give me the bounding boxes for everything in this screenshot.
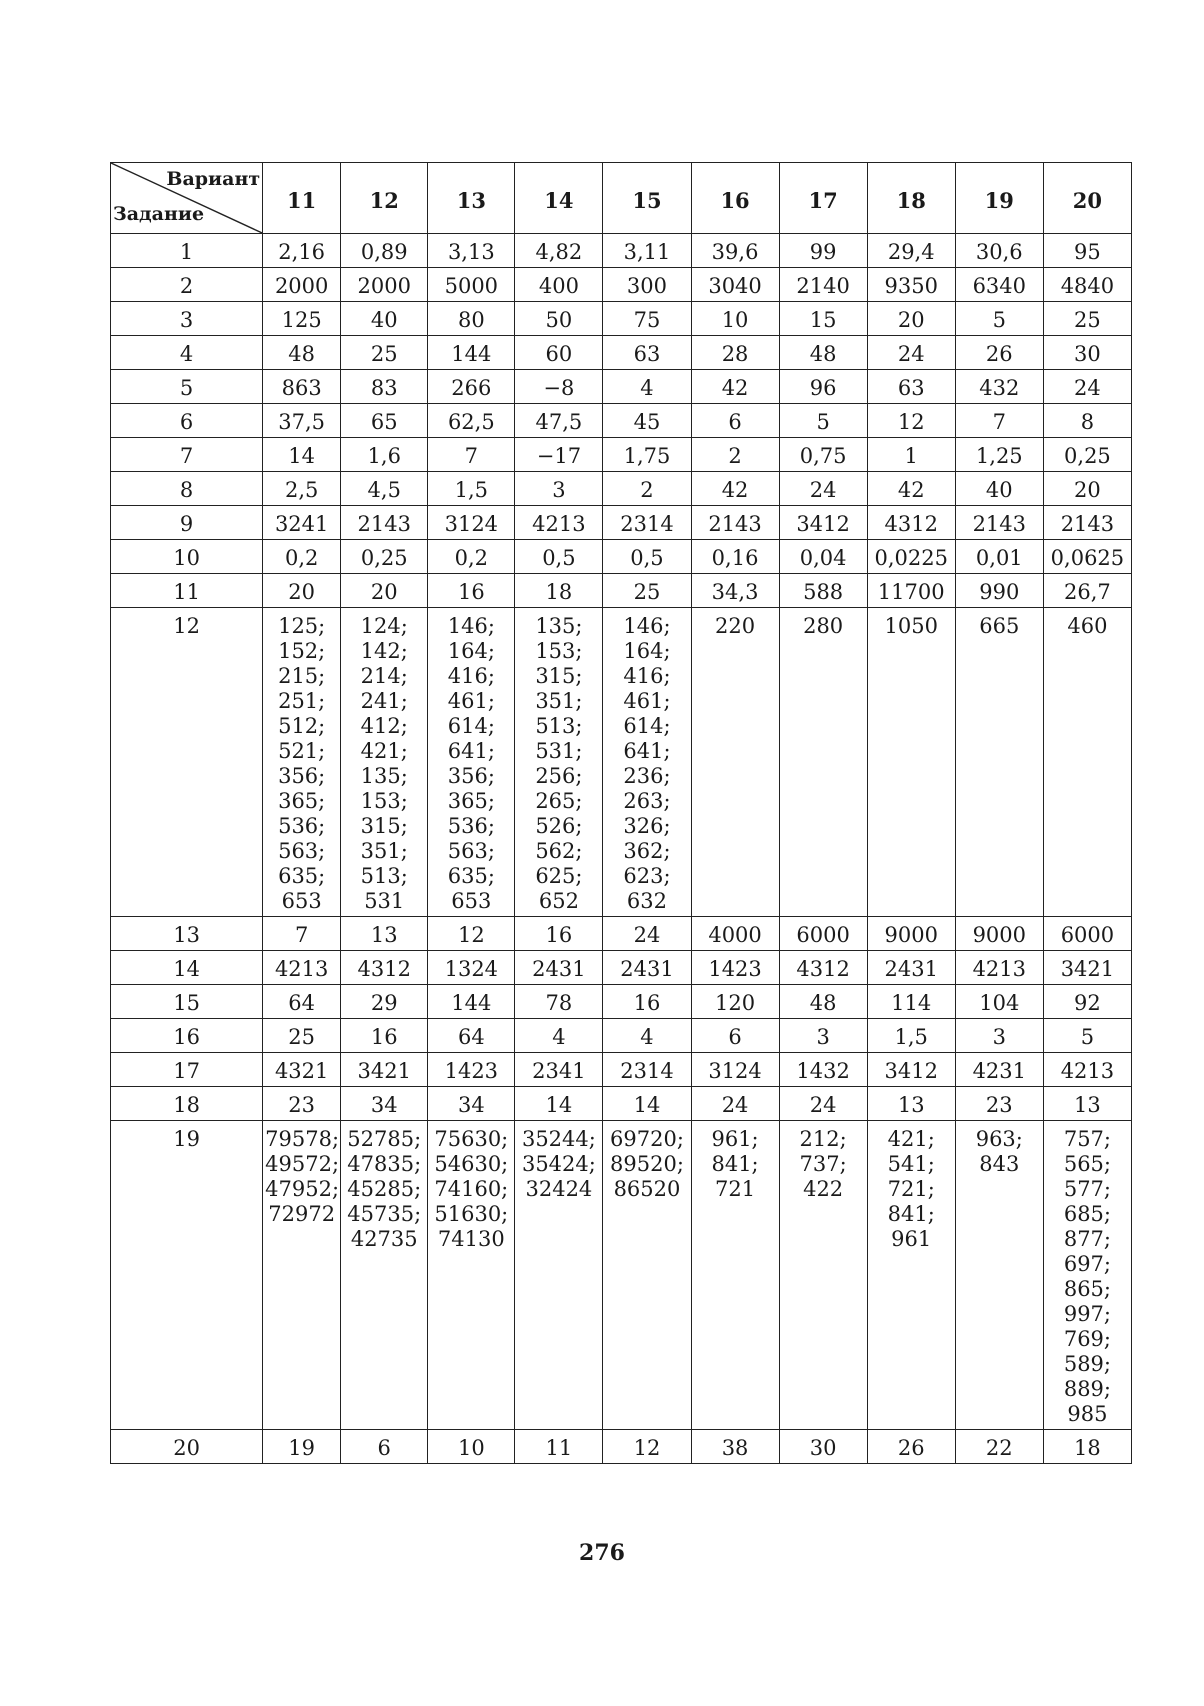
answer-cell: 14 [515, 1087, 603, 1121]
table-row [111, 1430, 1132, 1464]
answer-cell: 1,6 [341, 438, 428, 472]
table-row [111, 1087, 1132, 1121]
task-number-cell: 4 [111, 336, 263, 370]
answer-cell: 4213 [515, 506, 603, 540]
answer-cell: 1423 [428, 1053, 515, 1087]
table-body [111, 234, 1132, 1464]
table-row [111, 302, 1132, 336]
answer-cell: 3 [955, 1019, 1043, 1053]
answer-cell: 300 [603, 268, 691, 302]
answer-cell: 39,6 [691, 234, 779, 268]
answer-cell: 48 [779, 336, 867, 370]
answer-cell: 2431 [515, 951, 603, 985]
answer-cell: 0,25 [341, 540, 428, 574]
answer-cell: 2000 [263, 268, 341, 302]
answer-cell: 96 [779, 370, 867, 404]
answer-cell: 62,5 [428, 404, 515, 438]
answer-cell: 3 [515, 472, 603, 506]
answer-cell: 78 [515, 985, 603, 1019]
answer-cell: 125 [263, 302, 341, 336]
answer-cell: 5000 [428, 268, 515, 302]
answer-cell: 963; 843 [955, 1121, 1043, 1430]
answer-cell: 4000 [691, 917, 779, 951]
task-number-cell: 6 [111, 404, 263, 438]
answer-cell: 10 [428, 1430, 515, 1464]
answer-cell: 26,7 [1043, 574, 1131, 608]
answer-cell: 37,5 [263, 404, 341, 438]
task-number-cell: 15 [111, 985, 263, 1019]
answer-cell: 1 [867, 438, 955, 472]
answer-cell: 4 [603, 370, 691, 404]
table-row [111, 1019, 1132, 1053]
answer-cell: 30 [779, 1430, 867, 1464]
answer-cell: 220 [691, 608, 779, 917]
answer-cell: 1432 [779, 1053, 867, 1087]
answer-cell: 16 [603, 985, 691, 1019]
answer-cell: 0,2 [428, 540, 515, 574]
variant-header: 19 [955, 163, 1043, 234]
answer-cell: 4213 [263, 951, 341, 985]
task-number-cell: 14 [111, 951, 263, 985]
answer-cell: 7 [428, 438, 515, 472]
answer-cell: 28 [691, 336, 779, 370]
task-number-cell: 12 [111, 608, 263, 917]
answer-cell: 432 [955, 370, 1043, 404]
task-number-cell: 18 [111, 1087, 263, 1121]
answer-cell: 961; 841; 721 [691, 1121, 779, 1430]
answer-cell: 2314 [603, 506, 691, 540]
answer-cell: 25 [1043, 302, 1131, 336]
table-row [111, 506, 1132, 540]
answer-cell: 95 [1043, 234, 1131, 268]
task-number-cell: 16 [111, 1019, 263, 1053]
answer-cell: 75630; 54630; 74160; 51630; 74130 [428, 1121, 515, 1430]
answer-cell: 0,01 [955, 540, 1043, 574]
answer-cell: 11700 [867, 574, 955, 608]
answer-cell: 7 [263, 917, 341, 951]
answer-cell: 4,82 [515, 234, 603, 268]
answer-cell: 5 [1043, 1019, 1131, 1053]
answer-cell: 2 [691, 438, 779, 472]
answer-cell: 63 [867, 370, 955, 404]
answer-cell: 20 [341, 574, 428, 608]
variant-label: Вариант [166, 168, 261, 190]
table-row [111, 1053, 1132, 1087]
answer-cell: 6000 [1043, 917, 1131, 951]
answer-cell: 144 [428, 336, 515, 370]
answer-cell: 18 [1043, 1430, 1131, 1464]
answer-cell: 0,5 [515, 540, 603, 574]
answer-cell: 8 [1043, 404, 1131, 438]
variant-header: 17 [779, 163, 867, 234]
answer-cell: 20 [263, 574, 341, 608]
task-number-cell: 8 [111, 472, 263, 506]
answer-cell: 1324 [428, 951, 515, 985]
answer-cell: 144 [428, 985, 515, 1019]
variant-header: 20 [1043, 163, 1131, 234]
answer-cell: 0,0225 [867, 540, 955, 574]
answer-cell: 25 [341, 336, 428, 370]
answer-cell: 2341 [515, 1053, 603, 1087]
task-number-cell: 2 [111, 268, 263, 302]
answer-cell: 34 [428, 1087, 515, 1121]
answer-cell: 50 [515, 302, 603, 336]
answer-cell: 16 [428, 574, 515, 608]
task-number-cell: 19 [111, 1121, 263, 1430]
table-row [111, 574, 1132, 608]
answer-cell: 0,16 [691, 540, 779, 574]
answer-cell: 30,6 [955, 234, 1043, 268]
answer-cell: 48 [263, 336, 341, 370]
answer-cell: 3124 [428, 506, 515, 540]
answer-cell: 26 [955, 336, 1043, 370]
table-row [111, 608, 1132, 917]
answer-cell: 9000 [955, 917, 1043, 951]
answer-cell: 2143 [1043, 506, 1131, 540]
table-row [111, 1121, 1132, 1430]
answer-cell: 9350 [867, 268, 955, 302]
answer-cell: 24 [779, 472, 867, 506]
answer-cell: 80 [428, 302, 515, 336]
answer-cell: 83 [341, 370, 428, 404]
answer-cell: 0,04 [779, 540, 867, 574]
variant-header: 13 [428, 163, 515, 234]
answer-cell: 2314 [603, 1053, 691, 1087]
answer-cell: 2,5 [263, 472, 341, 506]
answer-cell: 15 [779, 302, 867, 336]
answer-cell: 3124 [691, 1053, 779, 1087]
answer-cell: 3,13 [428, 234, 515, 268]
answer-cell: 30 [1043, 336, 1131, 370]
answer-cell: 421; 541; 721; 841; 961 [867, 1121, 955, 1430]
answer-cell: 1,5 [867, 1019, 955, 1053]
variant-header: 11 [263, 163, 341, 234]
answer-cell: 42 [691, 472, 779, 506]
answer-cell: 280 [779, 608, 867, 917]
table-row [111, 370, 1132, 404]
table-row [111, 268, 1132, 302]
answer-cell: 146; 164; 416; 461; 614; 641; 236; 263; 326; 362; 623; 632 [603, 608, 691, 917]
answer-cell: 757; 565; 577; 685; 877; 697; 865; 997; 769; 589; 889; 985 [1043, 1121, 1131, 1430]
answer-cell: 45 [603, 404, 691, 438]
answer-cell: 0,25 [1043, 438, 1131, 472]
answer-cell: 0,75 [779, 438, 867, 472]
variant-header: 15 [603, 163, 691, 234]
answer-cell: 64 [428, 1019, 515, 1053]
variant-header: 12 [341, 163, 428, 234]
answer-cell: 266 [428, 370, 515, 404]
answer-cell: 2000 [341, 268, 428, 302]
task-number-cell: 5 [111, 370, 263, 404]
answer-cell: 6 [691, 404, 779, 438]
answer-cell: 1,5 [428, 472, 515, 506]
answer-cell: 69720; 89520; 86520 [603, 1121, 691, 1430]
answer-cell: 2431 [603, 951, 691, 985]
answer-cell: 0,89 [341, 234, 428, 268]
table-row [111, 985, 1132, 1019]
answer-cell: 120 [691, 985, 779, 1019]
answer-cell: 4840 [1043, 268, 1131, 302]
corner-header-cell [111, 163, 263, 234]
answer-cell: 23 [955, 1087, 1043, 1121]
table-row [111, 951, 1132, 985]
task-number-cell: 9 [111, 506, 263, 540]
answer-cell: 6 [691, 1019, 779, 1053]
answer-cell: 990 [955, 574, 1043, 608]
task-number-cell: 20 [111, 1430, 263, 1464]
answer-cell: 2431 [867, 951, 955, 985]
answer-cell: 24 [691, 1087, 779, 1121]
task-number-cell: 7 [111, 438, 263, 472]
answer-cell: 20 [867, 302, 955, 336]
answer-cell: 24 [603, 917, 691, 951]
answer-cell: 4312 [341, 951, 428, 985]
answer-cell: 2 [603, 472, 691, 506]
answer-cell: 5 [779, 404, 867, 438]
table-row [111, 917, 1132, 951]
answer-cell: 10 [691, 302, 779, 336]
answer-cell: 4213 [1043, 1053, 1131, 1087]
answer-cell: 5 [955, 302, 1043, 336]
answer-cell: 114 [867, 985, 955, 1019]
answer-cell: 3241 [263, 506, 341, 540]
answer-cell: 25 [263, 1019, 341, 1053]
answer-cell: 460 [1043, 608, 1131, 917]
task-number-cell: 11 [111, 574, 263, 608]
answer-cell: 29 [341, 985, 428, 1019]
answer-cell: 65 [341, 404, 428, 438]
answer-cell: 75 [603, 302, 691, 336]
answer-cell: 863 [263, 370, 341, 404]
answer-cell: 48 [779, 985, 867, 1019]
answer-cell: 6000 [779, 917, 867, 951]
answer-cell: 25 [603, 574, 691, 608]
table-row [111, 472, 1132, 506]
answer-cell: 29,4 [867, 234, 955, 268]
table-row [111, 234, 1132, 268]
answer-cell: 212; 737; 422 [779, 1121, 867, 1430]
task-number-cell: 13 [111, 917, 263, 951]
answer-cell: 7 [955, 404, 1043, 438]
answer-cell: 13 [1043, 1087, 1131, 1121]
answer-cell: 1,25 [955, 438, 1043, 472]
answer-cell: 19 [263, 1430, 341, 1464]
answer-cell: 3421 [1043, 951, 1131, 985]
answer-cell: 1423 [691, 951, 779, 985]
variant-header: 18 [867, 163, 955, 234]
answer-cell: 4312 [867, 506, 955, 540]
answer-cell: 40 [341, 302, 428, 336]
answer-cell: 665 [955, 608, 1043, 917]
answer-cell: 40 [955, 472, 1043, 506]
answer-cell: 400 [515, 268, 603, 302]
answer-cell: 26 [867, 1430, 955, 1464]
task-number-cell: 17 [111, 1053, 263, 1087]
task-label: Задание [113, 203, 205, 225]
answer-cell: 12 [867, 404, 955, 438]
answer-cell: 52785; 47835; 45285; 45735; 42735 [341, 1121, 428, 1430]
answer-cell: 124; 142; 214; 241; 412; 421; 135; 153; 315; 351; 513; 531 [341, 608, 428, 917]
answer-cell: 6 [341, 1430, 428, 1464]
answer-cell: 14 [263, 438, 341, 472]
answer-cell: 2,16 [263, 234, 341, 268]
answer-cell: 4312 [779, 951, 867, 985]
answer-cell: 18 [515, 574, 603, 608]
answer-cell: −17 [515, 438, 603, 472]
answer-cell: 14 [603, 1087, 691, 1121]
answer-cell: 125; 152; 215; 251; 512; 521; 356; 365; 536; 563; 635; 653 [263, 608, 341, 917]
answer-cell: 3,11 [603, 234, 691, 268]
answer-cell: 64 [263, 985, 341, 1019]
answer-cell: 16 [515, 917, 603, 951]
answer-cell: 104 [955, 985, 1043, 1019]
answer-cell: 22 [955, 1430, 1043, 1464]
answer-cell: −8 [515, 370, 603, 404]
answer-cell: 6340 [955, 268, 1043, 302]
answer-cell: 34,3 [691, 574, 779, 608]
answer-cell: 24 [867, 336, 955, 370]
answer-cell: 4,5 [341, 472, 428, 506]
answer-cell: 23 [263, 1087, 341, 1121]
answer-cell: 2143 [955, 506, 1043, 540]
answer-cell: 34 [341, 1087, 428, 1121]
answer-cell: 9000 [867, 917, 955, 951]
table-row [111, 540, 1132, 574]
answer-cell: 3 [779, 1019, 867, 1053]
answer-cell: 3412 [867, 1053, 955, 1087]
answer-cell: 1050 [867, 608, 955, 917]
answer-cell: 3040 [691, 268, 779, 302]
answer-cell: 4213 [955, 951, 1043, 985]
answer-cell: 0,5 [603, 540, 691, 574]
table-row [111, 438, 1132, 472]
answer-cell: 4231 [955, 1053, 1043, 1087]
answer-cell: 42 [691, 370, 779, 404]
answer-cell: 12 [428, 917, 515, 951]
table-row [111, 336, 1132, 370]
answer-cell: 588 [779, 574, 867, 608]
answer-cell: 16 [341, 1019, 428, 1053]
answer-cell: 20 [1043, 472, 1131, 506]
answer-cell: 3421 [341, 1053, 428, 1087]
answer-cell: 135; 153; 315; 351; 513; 531; 256; 265; 526; 562; 625; 652 [515, 608, 603, 917]
answer-cell: 4 [603, 1019, 691, 1053]
page-number: 276 [579, 1540, 625, 1566]
header-row [111, 163, 1132, 234]
answer-cell: 146; 164; 416; 461; 614; 641; 356; 365; 536; 563; 635; 653 [428, 608, 515, 917]
answer-cell: 12 [603, 1430, 691, 1464]
answer-cell: 2143 [341, 506, 428, 540]
answer-cell: 24 [779, 1087, 867, 1121]
answer-cell: 4 [515, 1019, 603, 1053]
answer-cell: 13 [341, 917, 428, 951]
task-number-cell: 10 [111, 540, 263, 574]
answer-cell: 2140 [779, 268, 867, 302]
answer-cell: 0,0625 [1043, 540, 1131, 574]
answer-cell: 99 [779, 234, 867, 268]
answer-cell: 38 [691, 1430, 779, 1464]
answer-cell: 60 [515, 336, 603, 370]
answer-cell: 13 [867, 1087, 955, 1121]
answer-cell: 47,5 [515, 404, 603, 438]
answer-cell: 3412 [779, 506, 867, 540]
variant-header: 14 [515, 163, 603, 234]
answer-cell: 79578; 49572; 47952; 72972 [263, 1121, 341, 1430]
variant-header: 16 [691, 163, 779, 234]
answer-cell: 92 [1043, 985, 1131, 1019]
answer-cell: 1,75 [603, 438, 691, 472]
table-row [111, 404, 1132, 438]
answer-cell: 2143 [691, 506, 779, 540]
task-number-cell: 3 [111, 302, 263, 336]
answer-cell: 63 [603, 336, 691, 370]
answers-table [110, 162, 1132, 1464]
answer-cell: 11 [515, 1430, 603, 1464]
answer-cell: 24 [1043, 370, 1131, 404]
answer-cell: 42 [867, 472, 955, 506]
answer-cell: 35244; 35424; 32424 [515, 1121, 603, 1430]
answer-cell: 4321 [263, 1053, 341, 1087]
answer-cell: 0,2 [263, 540, 341, 574]
task-number-cell: 1 [111, 234, 263, 268]
